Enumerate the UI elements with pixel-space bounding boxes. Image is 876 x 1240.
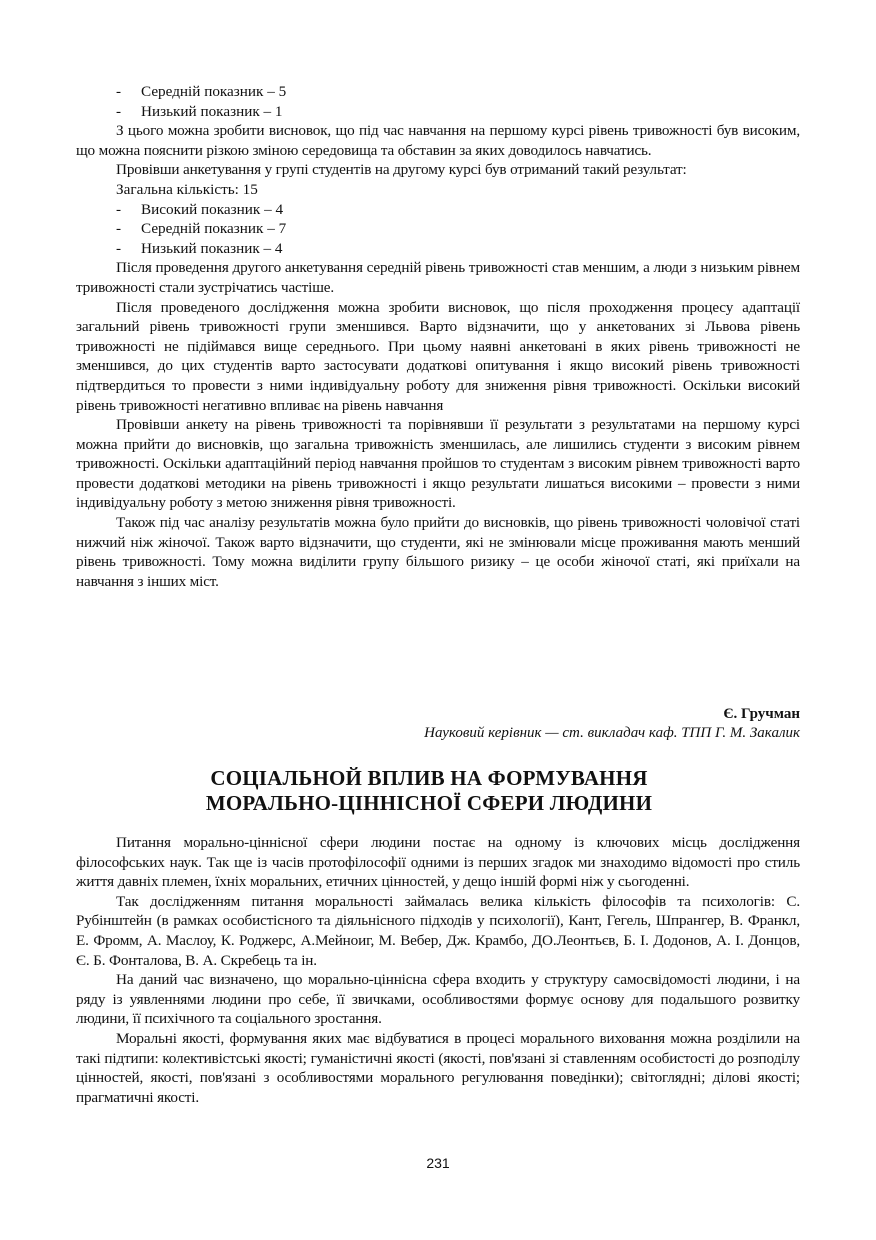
paragraph: Після проведення другого анкетування середній рівень тривожності став меншим, а люди з низьким рівнем тривожності стали зустрічатись частіше.	[76, 259, 800, 296]
list-item-text: Низький показник – 1	[141, 102, 283, 120]
list-item: - Високий показник – 4	[116, 200, 284, 218]
paragraph: Провівши анкетування у групі студентів на другому курсі був отриманий такий результат:	[116, 161, 687, 179]
paragraph: Провівши анкету на рівень тривожності та порівнявши її результати з результатами на першому курсі можна прийти до висновків, що загальна тривожність зменшилась, але лишились студенти з високим рівнем тривожності. Оскільки адаптаційний період навчання пройшов то студентам з високим рівнем тривожності варто провести додаткові методики на рівень тривожності і якщо результати лишаться високими – провести з ними індивідуальну роботу з метою зниження рівня тривожності.	[76, 416, 800, 512]
title-line-2: МОРАЛЬНО-ЦІННІСНОЇ СФЕРИ ЛЮДИНИ	[205, 791, 653, 815]
list-item: - Середній показник – 7	[116, 220, 287, 238]
paragraph: Моральні якості, формування яких має відбуватися в процесі морального виховання можна розділили на такі підтипи: колективістські якості; гуманістичні якості (якості, пов'язані зі ставленням особистості до розподілу цінностей, якості, пов'язані з особливостями морального регулювання поведінки); світоглядні; ділові якості; прагматичні якості.	[76, 1029, 800, 1106]
list-item-text: Низький показник – 4	[141, 239, 283, 257]
section-anxiety-results	[76, 82, 800, 591]
page-number: 231	[426, 1155, 450, 1171]
title-line-1: СОЦІАЛЬНОЙ ВПЛИВ НА ФОРМУВАННЯ	[210, 766, 648, 790]
list-item: - Середній показник – 5	[116, 83, 287, 100]
advisor-line: Науковий керівник — ст. викладач каф. ТПП Г. М. Закалик	[424, 725, 800, 741]
author-name: Є. Гручман	[723, 706, 800, 722]
list-item-text: Високий показник – 4	[141, 200, 284, 218]
list-item: - Низький показник – 4	[116, 239, 283, 257]
list-item: - Низький показник – 1	[116, 102, 283, 120]
paragraph: Так дослідженням питання моральності займалась велика кількість філософів та психологів: С. Рубінштейн (в рамках особистісного та діяльнісного підходів у психології), Кант, Гегель, Шпрангер, В. Франкл, Е. Фромм, А. Маслоу, К. Роджерс, А.Мейноиг, М. Вебер, Дж. Крамбо, ДО.Леонтьєв, Б. І. Додонов, А. І. Донцов, Є. Б. Фонталова, В. А. Скребець та ін.	[76, 892, 800, 969]
paragraph: З цього можна зробити висновок, що під час навчання на першому курсі рівень тривожності був високим, що можна пояснити різкою зміною середовища та обставин за яких доводилось навчатись.	[76, 122, 800, 159]
list-item-text: Середній показник – 7	[141, 220, 287, 238]
paragraph: Також під час аналізу результатів можна було прийти до висновків, що рівень тривожності чоловічої статі нижчий ніж жіночої. Також варто відзначити, що студенти, які не змінювали місце проживання мають менший рівень тривожності. Тому можна виділити групу більшого ризику – це особи жіночої статі, які приїхали на навчання з інших міст.	[76, 514, 800, 590]
paragraph: На даний час визначено, що морально-ціннісна сфера входить у структуру самосвідомості людини, і на ряду із уявленнями людини про себе, її звичками, особливостями формує основу для подальшого розвитку людини, її психічного та соціального зростання.	[76, 971, 800, 1028]
paragraph: Питання морально-ціннісної сфери людини постає на одному із ключових місць дослідження філософських наук. Так ще із часів протофілософії одними із перших згадок ми знаходимо відомості про стиль життя давніх племен, їхніх моральних, етичних цінностей, у дещо іншій формі ніж у сьогоденні.	[76, 834, 800, 891]
article-title	[0, 766, 876, 816]
article-body	[76, 833, 800, 1107]
total-count: Загальна кількість: 15	[116, 180, 258, 198]
paragraph: Після проведеного дослідження можна зробити висновок, що після проходження процесу адаптації загальний рівень тривожності групи зменшився. Варто відзначити, що у анкетованих зі Львова рівень тривожності не підіймався вище середнього. При цьому наявні анкетовані в яких рівень тривожності не зменшився, до цих студентів варто застосувати додаткові опитування і якщо високий рівень тривожності підтвердиться то провести з ними індивідуальну роботу для зниження рівня тривожності. Оскільки високий рівень тривожності негативно впливає на рівень навчання	[76, 298, 800, 414]
list-item-text: Середній показник – 5	[141, 83, 287, 100]
